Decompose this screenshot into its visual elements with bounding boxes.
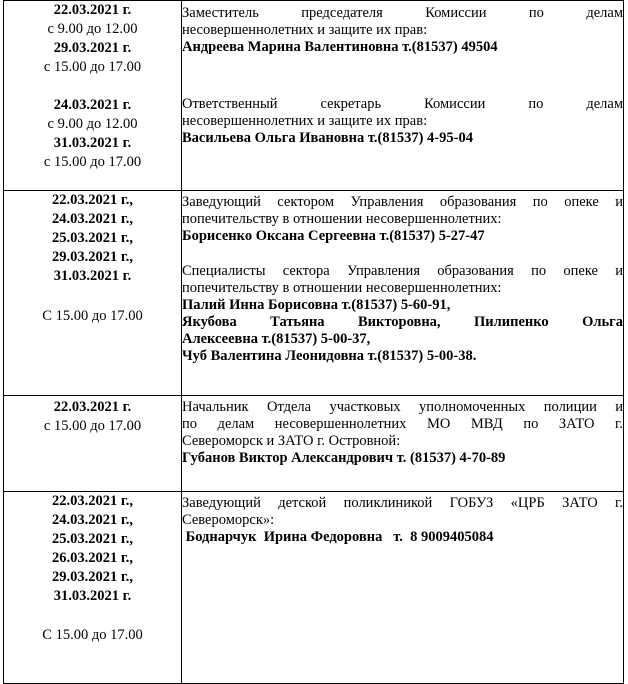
date-text: 22.03.2021 г. — [53, 399, 132, 415]
time-text: с 9.00 до 12.00 — [47, 116, 138, 132]
role-text: несовершеннолетних и защите их прав: — [182, 113, 428, 129]
contact-person: Андреева Марина Валентиновна т.(81537) 49504 — [182, 39, 498, 55]
schedule-table — [3, 0, 624, 684]
contact-person: Боднарчук Ирина Федоровна т. 8 9009405084 — [182, 529, 494, 545]
date-text: 31.03.2021 г. — [53, 588, 132, 604]
role-text: Начальник Отдела участковых уполномоченных полиции и — [182, 399, 623, 415]
date-cell — [4, 191, 182, 396]
role-text: несовершеннолетних и защите их прав: — [182, 22, 428, 38]
date-text: 22.03.2021 г., — [51, 192, 134, 208]
time-text: с 15.00 до 17.00 — [43, 154, 142, 170]
role-text: по делам несовершеннолетних МО МВД по ЗАТО г. — [182, 416, 623, 432]
date-text: 24.03.2021 г., — [51, 211, 134, 227]
table-row — [4, 396, 624, 492]
date-text: 24.03.2021 г., — [51, 512, 134, 528]
time-text: С 15.00 до 17.00 — [42, 308, 143, 324]
contact-person: Чуб Валентина Леонидовна т.(81537) 5-00-38. — [182, 348, 477, 364]
contact-person: Палий Инна Борисовна т.(81537) 5-60-91, — [182, 297, 451, 313]
role-text: Североморск и ЗАТО г. Островной: — [182, 433, 401, 449]
time-text: с 15.00 до 17.00 — [43, 59, 142, 75]
role-text: Заместитель председателя Комиссии по делам — [182, 5, 623, 21]
role-text: Заведующий сектором Управления образования по опеке и — [182, 194, 623, 210]
date-text: 29.03.2021 г., — [51, 569, 134, 585]
role-text: Специалисты сектора Управления образования по опеке и — [182, 263, 623, 279]
role-text: Заведующий детской поликлиникой ГОБУЗ «ЦРБ ЗАТО г. — [182, 495, 623, 511]
date-text: 29.03.2021 г. — [53, 40, 132, 56]
date-text: 26.03.2021 г., — [51, 550, 134, 566]
info-cell — [182, 396, 624, 492]
date-text: 22.03.2021 г. — [53, 2, 132, 18]
date-text: 22.03.2021 г., — [51, 493, 134, 509]
contact-person: Васильева Ольга Ивановна т.(81537) 4-95-04 — [182, 130, 473, 146]
role-text: Североморск»: — [182, 512, 275, 528]
role-text: Ответственный секретарь Комиссии по делам — [182, 96, 623, 112]
time-text: с 9.00 до 12.00 — [47, 21, 138, 37]
date-text: 24.03.2021 г. — [53, 97, 132, 113]
date-cell — [4, 396, 182, 492]
date-cell — [4, 492, 182, 684]
contact-person: Борисенко Оксана Сергеевна т.(81537) 5-27-47 — [182, 228, 485, 244]
date-text: 25.03.2021 г., — [51, 531, 134, 547]
role-text: попечительству в отношении несовершеннолетних: — [182, 211, 502, 227]
date-text: 31.03.2021 г. — [53, 268, 132, 284]
time-text: с 15.00 до 17.00 — [43, 418, 142, 434]
role-text: попечительству в отношении несовершеннолетних: — [182, 280, 502, 296]
contact-person: Губанов Виктор Александрович т. (81537) 4-70-89 — [182, 450, 506, 466]
contact-person: Алексеевна т.(81537) 5-00-37, — [182, 331, 371, 347]
time-text: С 15.00 до 17.00 — [42, 627, 143, 643]
table-row — [4, 492, 624, 684]
info-cell — [182, 492, 624, 684]
contact-person: Якубова Татьяна Викторовна, Пилипенко Ольга — [182, 314, 623, 330]
date-text: 31.03.2021 г. — [53, 135, 132, 151]
info-cell — [182, 191, 624, 396]
date-cell — [4, 1, 182, 191]
info-cell — [182, 1, 624, 191]
table-row — [4, 1, 624, 191]
date-text: 29.03.2021 г., — [51, 249, 134, 265]
table-row — [4, 191, 624, 396]
date-text: 25.03.2021 г., — [51, 230, 134, 246]
